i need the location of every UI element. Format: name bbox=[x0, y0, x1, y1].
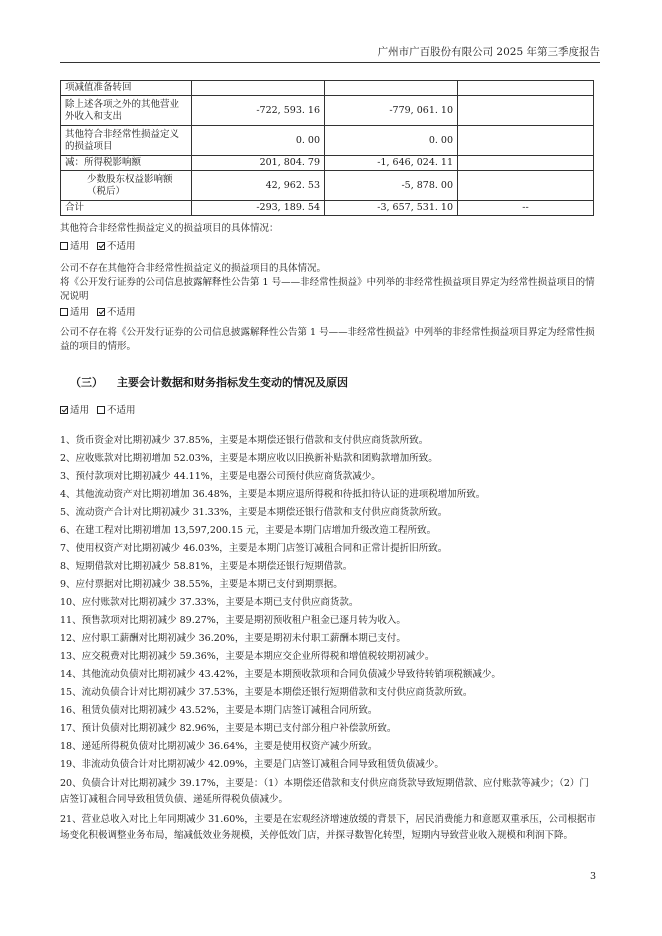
list-item: 10、应付账款对比期初减少 37.33%，主要是本期已支付供应商货款。 bbox=[60, 597, 359, 608]
note-cell bbox=[458, 156, 594, 171]
ytd-value: -3, 657, 531. 10 bbox=[325, 201, 458, 216]
list-item: 15、流动负债合计对比期初减少 37.53%，主要是本期偿还银行短期借款和支付供应商货款所致。 bbox=[60, 687, 473, 698]
list-item: 13、应交税费对比期初减少 59.36%，主要是本期应交企业所得税和增值税较期初减少。 bbox=[60, 651, 435, 662]
note-cell bbox=[458, 96, 594, 126]
list-item: 4、其他流动资产对比期初增加 36.48%，主要是本期应退所得税和待抵扣待认证的进项税增加所致。 bbox=[60, 489, 486, 500]
table-row bbox=[61, 126, 594, 156]
table-row bbox=[61, 171, 594, 201]
block2-text: 公司不存在将《公开发行证券的公司信息披露解释性公告第 1 号——非经常性损益》中列举的非经常性损益项目界定为经常性损益的项目的情形。 bbox=[60, 327, 595, 352]
list-item: 5、流动资产合计对比期初减少 31.33%，主要是本期偿还银行借款和支付供应商货款所致。 bbox=[60, 507, 448, 518]
list-item: 17、预计负债对比期初减少 82.96%，主要是本期已支付部分租户补偿款所致。 bbox=[60, 723, 397, 734]
note-cell bbox=[458, 171, 594, 201]
table-row bbox=[61, 156, 594, 171]
table-row bbox=[61, 81, 594, 96]
checkbox-empty-icon bbox=[60, 308, 68, 316]
block1-options bbox=[60, 240, 136, 254]
header-divider bbox=[60, 62, 600, 63]
current-period-value: 0. 00 bbox=[192, 126, 325, 156]
option-label: 不适用 bbox=[107, 405, 136, 416]
list-item: 3、预付款项对比期初减少 44.11%，主要是电器公司预付供应商货款减少。 bbox=[60, 471, 381, 482]
section-title: 主要会计数据和财务指标发生变动的情况及原因 bbox=[117, 376, 348, 389]
row-label: 减：所得税影响额 bbox=[61, 156, 192, 171]
checkbox-checked-icon bbox=[60, 406, 68, 414]
non-recurring-items-table bbox=[60, 80, 594, 216]
checkbox-checked-icon bbox=[97, 242, 105, 250]
option-label: 适用 bbox=[70, 307, 90, 318]
list-item: 12、应付职工薪酬对比期初减少 36.20%，主要是期初未付职工薪酬本期已支付。 bbox=[60, 633, 406, 644]
current-period-value: 42, 962. 53 bbox=[192, 171, 325, 201]
row-label: 项减值准备转回 bbox=[61, 81, 192, 96]
current-period-value bbox=[192, 81, 325, 96]
ytd-value bbox=[325, 81, 458, 96]
list-item: 7、使用权资产对比期初减少 46.03%，主要是本期门店签订减租合同和正常计提折旧所致。 bbox=[60, 543, 448, 554]
table-row bbox=[61, 96, 594, 126]
checkbox-checked-icon bbox=[97, 308, 105, 316]
note-cell bbox=[458, 126, 594, 156]
table-row-total bbox=[61, 201, 594, 216]
checkbox-empty-icon bbox=[60, 242, 68, 250]
list-item: 8、短期借款对比期初减少 58.81%，主要是本期偿还银行短期借款。 bbox=[60, 561, 353, 572]
current-period-value: -722, 593. 16 bbox=[192, 96, 325, 126]
option-label: 不适用 bbox=[107, 307, 136, 318]
ytd-value: -779, 061. 10 bbox=[325, 96, 458, 126]
ytd-value: -5, 878. 00 bbox=[325, 171, 458, 201]
list-item: 14、其他流动负债对比期初减少 43.42%，主要是本期预收款项和合同负债减少导致待转销项税额减少。 bbox=[60, 669, 501, 680]
list-item: 1、货币资金对比期初减少 37.85%，主要是本期偿还银行借款和支付供应商货款所致。 bbox=[60, 435, 429, 446]
ytd-value: 0. 00 bbox=[325, 126, 458, 156]
block1-intro: 其他符合非经常性损益定义的损益项目的具体情况： bbox=[60, 223, 279, 234]
section-options bbox=[60, 404, 136, 418]
note-cell: -- bbox=[458, 201, 594, 216]
list-item: 2、应收账款对比期初增加 52.03%，主要是本期应收以旧换新补贴款和团购款增加所致。 bbox=[60, 453, 438, 464]
row-label: 少数股东权益影响额（税后） bbox=[61, 171, 192, 201]
block2-intro: 将《公开发行证券的公司信息披露解释性公告第 1 号——非经常性损益》中列举的非经常性损益项目界定为经常性损益项目的情况说明 bbox=[60, 277, 595, 302]
current-period-value: -293, 189. 54 bbox=[192, 201, 325, 216]
block2-options bbox=[60, 306, 136, 320]
block1-text: 公司不存在其他符合非经常性损益定义的损益项目的具体情况。 bbox=[60, 263, 327, 274]
row-label: 合计 bbox=[61, 201, 192, 216]
list-item: 18、递延所得税负债对比期初减少 36.64%，主要是使用权资产减少所致。 bbox=[60, 741, 378, 752]
option-label: 适用 bbox=[70, 405, 90, 416]
page-number: 3 bbox=[590, 871, 597, 882]
ytd-value: -1, 646, 024. 11 bbox=[325, 156, 458, 171]
page-header: 广州市广百股份有限公司 2025 年第三季度报告 bbox=[377, 46, 600, 58]
list-item: 21、营业总收入对比上年同期减少 31.60%，主要是在宏观经济增速放缓的背景下，居民消费能力和意愿双重承压，公司根据市场变化积极调整业务布局，缩减低效业务规模，关停低效门店，并探寻数智化转型，短期内导致营业收入规模和利润下降。 bbox=[60, 814, 596, 841]
note-cell bbox=[458, 81, 594, 96]
section-heading bbox=[70, 374, 348, 390]
option-label: 适用 bbox=[70, 241, 90, 252]
list-item: 16、租赁负债对比期初减少 43.52%，主要是本期门店签订减租合同所致。 bbox=[60, 705, 378, 716]
list-item: 11、预售款项对比期初减少 89.27%，主要是期初预收租户租金已逐月转为收入。 bbox=[60, 615, 406, 626]
list-item: 19、非流动负债合计对比期初减少 42.09%，主要是门店签订减租合同导致租赁负债减少。 bbox=[60, 759, 444, 770]
option-label: 不适用 bbox=[107, 241, 136, 252]
checkbox-empty-icon bbox=[97, 406, 105, 414]
current-period-value: 201, 804. 79 bbox=[192, 156, 325, 171]
list-item: 9、应付票据对比期初减少 38.55%，主要是本期已支付到期票据。 bbox=[60, 579, 343, 590]
row-label: 除上述各项之外的其他营业外收入和支出 bbox=[61, 96, 192, 126]
row-label: 其他符合非经常性损益定义的损益项目 bbox=[61, 126, 192, 156]
list-item: 20、负债合计对比期初减少 39.17%，主要是：（1）本期偿还借款和支付供应商货款导致短期借款、应付账款等减少；（2）门店签订减租合同导致租赁负债、递延所得税负债减少。 bbox=[60, 778, 589, 805]
list-item: 6、在建工程对比期初增加 13,597,200.15 元，主要是本期门店增加升级改造工程所致。 bbox=[60, 525, 437, 536]
section-number: （三） bbox=[70, 376, 103, 389]
